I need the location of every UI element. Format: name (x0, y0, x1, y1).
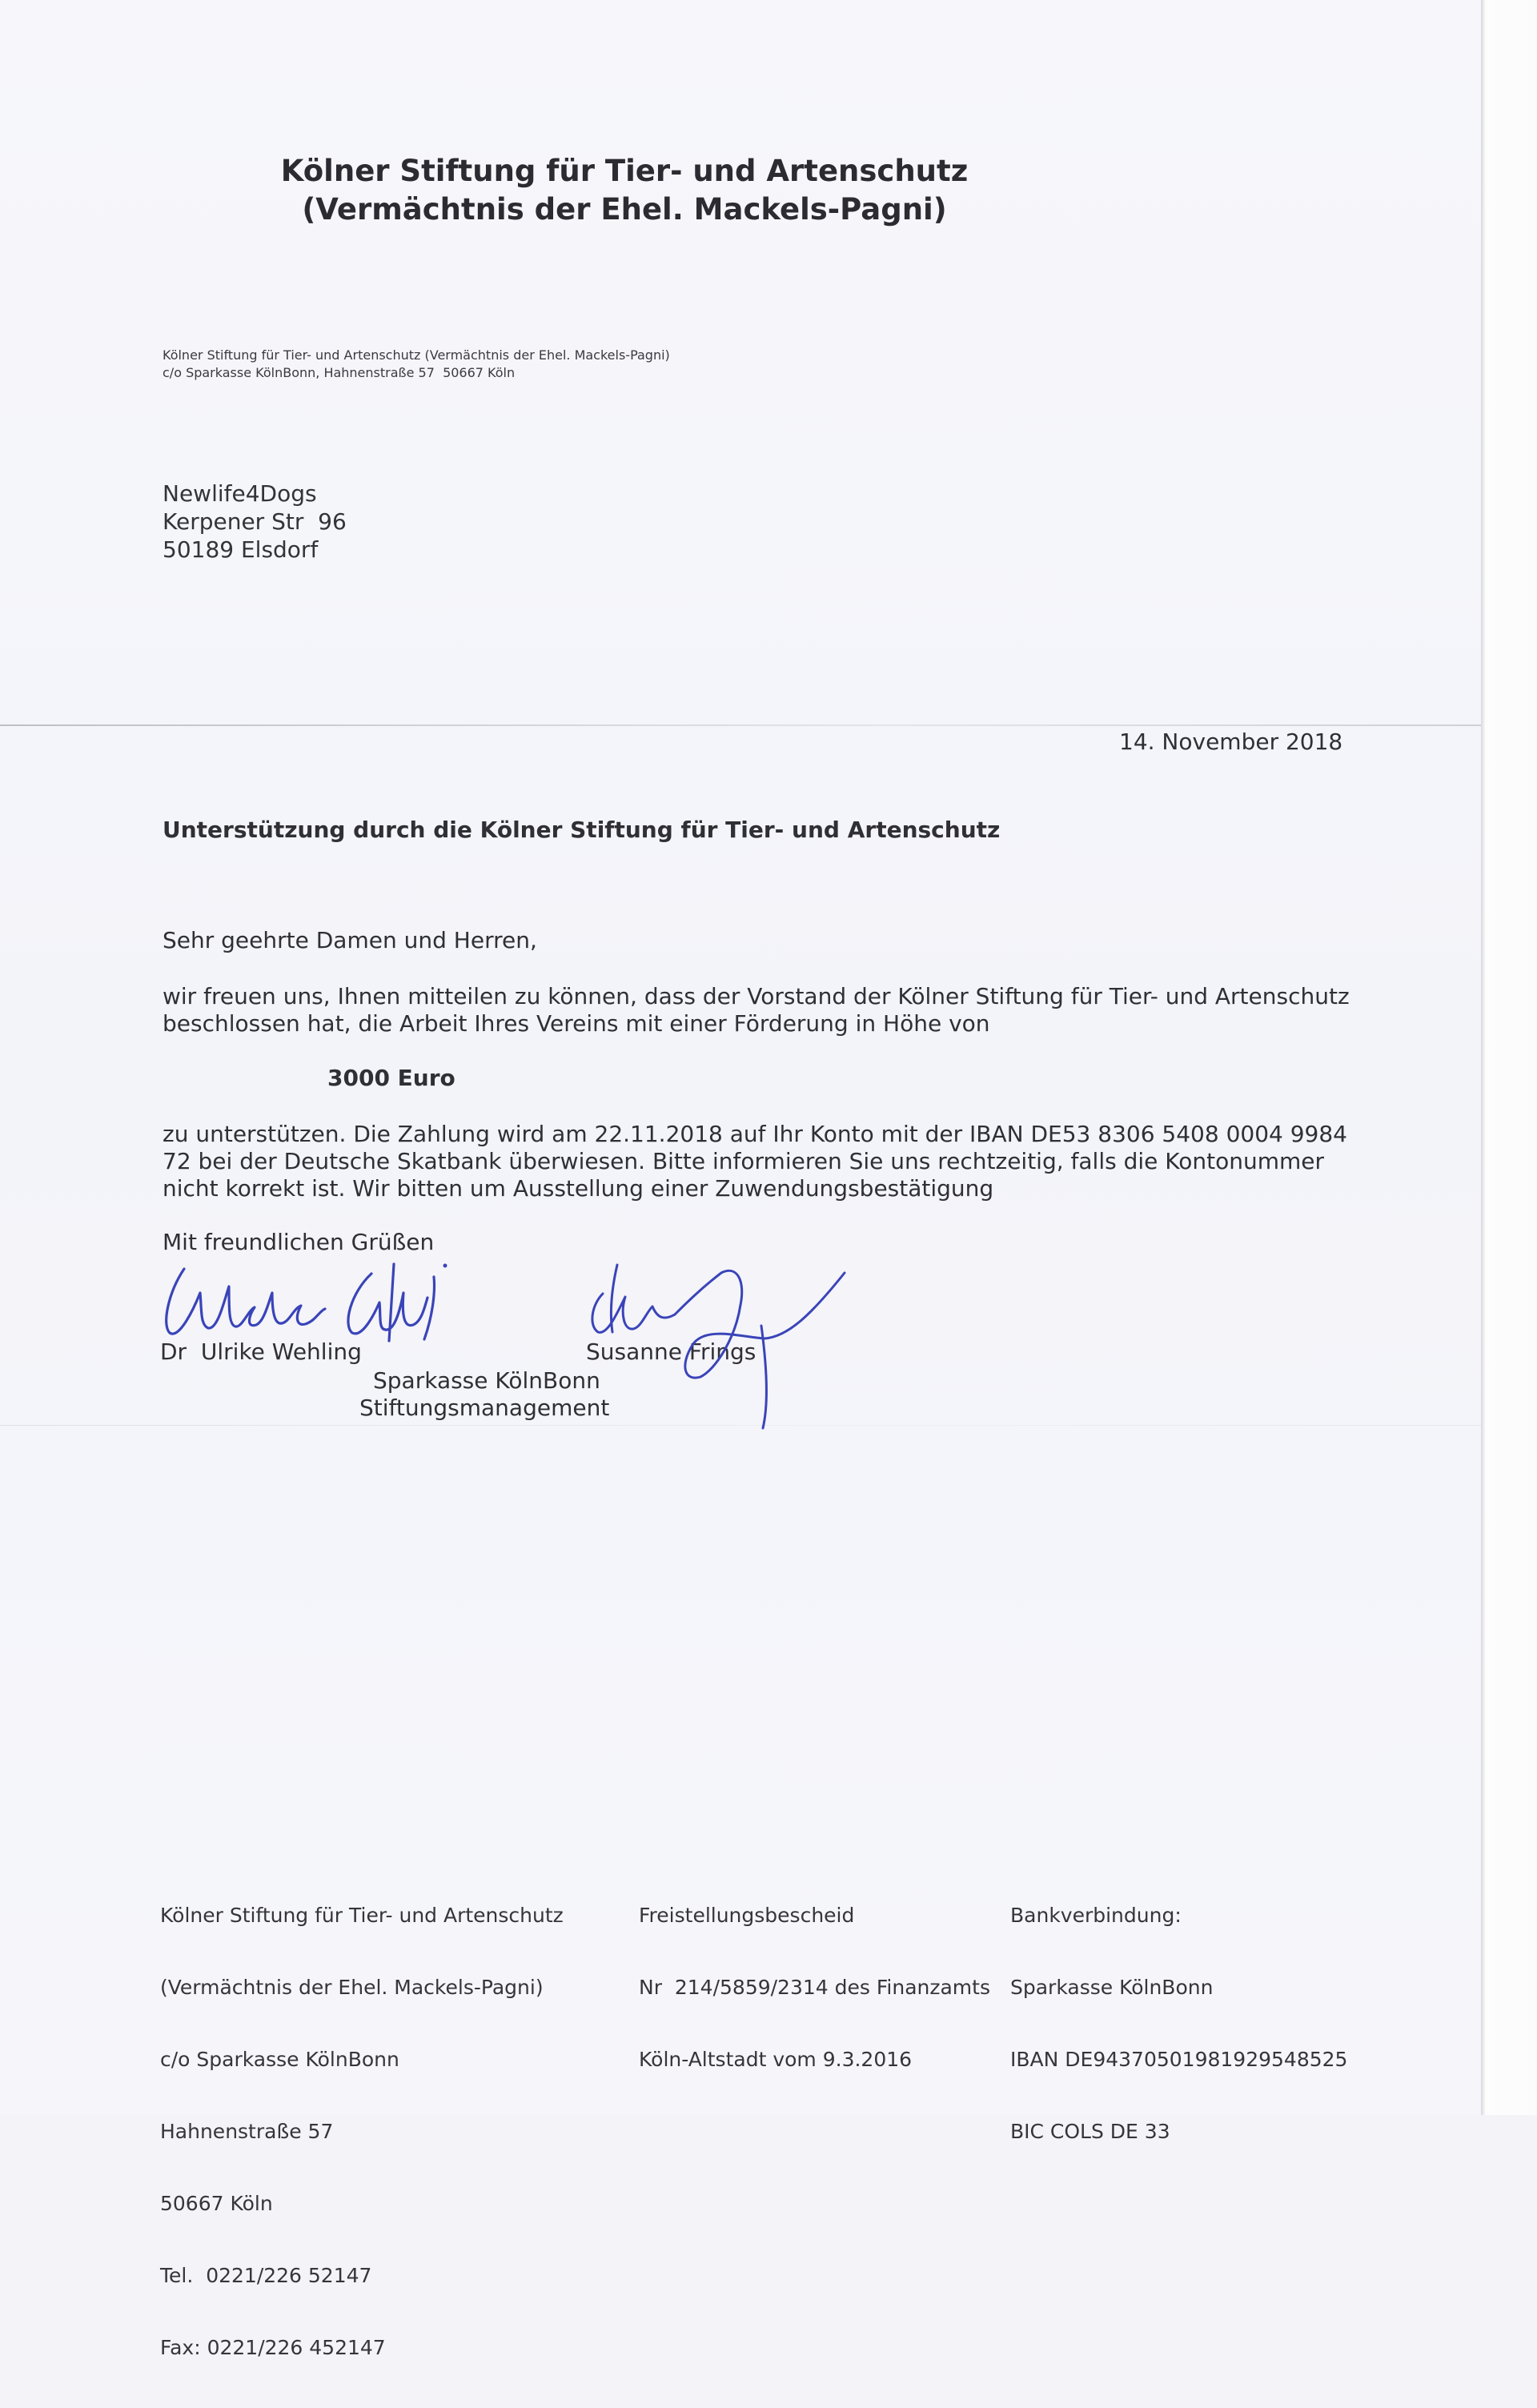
grant-amount: 3000 Euro (327, 1065, 455, 1091)
salutation: Sehr geehrte Damen und Herren, (163, 927, 537, 953)
paper-fold-line (0, 724, 1481, 726)
footer-bank-column (1010, 1856, 1347, 2192)
paragraph-2-line-1: zu unterstützen. Die Zahlung wird am 22.11.2018 auf Ihr Konto mit der IBAN DE53 8306 5408 0004 9984 (163, 1121, 1347, 1147)
sender-line-2: c/o Sparkasse KölnBonn, Hahnenstraße 57 50667 Köln (163, 365, 516, 380)
paragraph-2-line-2: 72 bei der Deutsche Skatbank überwiesen. Bitte informieren Sie uns rechtzeitig, falls die Kontonummer (163, 1148, 1325, 1174)
footer-col3-line: Sparkasse KölnBonn (1010, 1976, 1214, 1999)
footer-col3-line: Bankverbindung: (1010, 1904, 1182, 1927)
recipient-name: Newlife4Dogs (163, 480, 317, 507)
signature-wehling-image (152, 1245, 504, 1357)
letter-date: 14. November 2018 (1119, 728, 1343, 755)
footer-col2-line: Freistellungsbescheid (639, 1904, 855, 1927)
footer-address-column (160, 1856, 564, 2408)
footer-col2-line: Köln-Altstadt vom 9.3.2016 (639, 2048, 913, 2071)
footer-tax-column (639, 1856, 990, 2120)
signer-org-line-1: Sparkasse KölnBonn (373, 1367, 600, 1394)
letterhead-line-1: Kölner Stiftung für Tier- und Artenschutz (280, 154, 969, 188)
letterhead-line-2: (Vermächtnis der Ehel. Mackels-Pagni) (302, 192, 947, 227)
recipient-street: Kerpener Str 96 (163, 508, 347, 535)
footer-col1-line: Fax: 0221/226 452147 (160, 2336, 386, 2359)
recipient-city: 50189 Elsdorf (163, 536, 319, 563)
paragraph-2-line-3: nicht korrekt ist. Wir bitten um Ausstellung einer Zuwendungsbestätigung (163, 1175, 994, 1202)
scan-edge (1481, 0, 1537, 2115)
letter-subject: Unterstützung durch die Kölner Stiftung für Tier- und Artenschutz (163, 817, 1001, 843)
signer-1-name: Dr Ulrike Wehling (160, 1338, 362, 1365)
footer-col1-line: c/o Sparkasse KölnBonn (160, 2048, 399, 2071)
footer-col1-line: Kölner Stiftung für Tier- und Artenschutz (160, 1904, 564, 1927)
signer-2-name: Susanne Frings (586, 1338, 756, 1365)
footer-col2-line: Nr 214/5859/2314 des Finanzamts (639, 1976, 990, 1999)
footer-col3-line: IBAN DE94370501981929548525 (1010, 2048, 1348, 2071)
closing: Mit freundlichen Grüßen (163, 1229, 435, 1255)
paragraph-1-line-1: wir freuen uns, Ihnen mitteilen zu können, dass der Vorstand der Kölner Stiftung für Tier- und Artenschutz (163, 983, 1350, 1009)
footer-col1-line: Tel. 0221/226 52147 (160, 2264, 372, 2287)
footer-col3-line: BIC COLS DE 33 (1010, 2120, 1170, 2143)
footer-col1-line: Hahnenstraße 57 (160, 2120, 334, 2143)
signature-frings-image (580, 1249, 861, 1433)
footer-col1-line: (Vermächtnis der Ehel. Mackels-Pagni) (160, 1976, 544, 1999)
signer-org-line-2: Stiftungsmanagement (359, 1395, 610, 1421)
footer-col1-line: 50667 Köln (160, 2192, 273, 2215)
paragraph-1-line-2: beschlossen hat, die Arbeit Ihres Vereins mit einer Förderung in Höhe von (163, 1010, 990, 1037)
sender-line-1: Kölner Stiftung für Tier- und Artenschutz (Vermächtnis der Ehel. Mackels-Pagni) (163, 347, 670, 363)
